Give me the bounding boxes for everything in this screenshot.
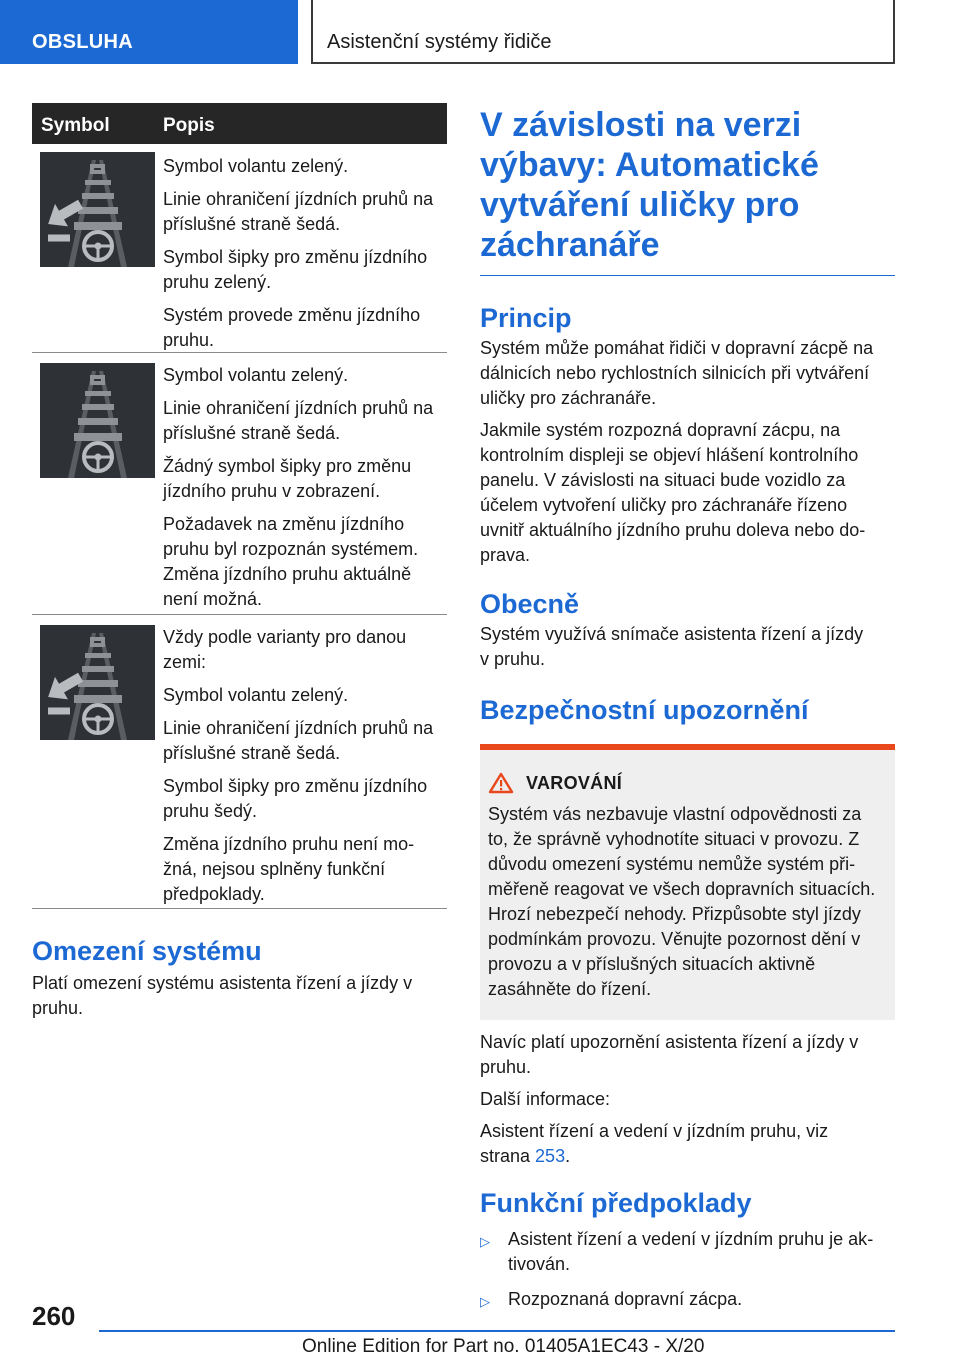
- steering-lane-icon: [40, 363, 155, 478]
- table-row: [32, 144, 447, 353]
- warning-triangle-icon: [488, 772, 514, 794]
- general-title: Obecně: [480, 589, 580, 619]
- right-column: [480, 105, 895, 1324]
- reference-text: Asistent řízení a vedení v jízdním pruhu, viz strana: [480, 1121, 829, 1166]
- limits-text: Platí omezení systému asistenta řízení a jízdy v pruhu.: [32, 973, 413, 1018]
- description-line: Linie ohraničení jízdních pruhů na příslušné straně šedá.: [163, 189, 434, 234]
- description-line: Symbol šipky pro změnu jízdního pruhu šedý.: [163, 776, 428, 821]
- table-row: [32, 353, 447, 615]
- prereq-title: Funkční předpoklady: [480, 1188, 752, 1218]
- column-header-symbol: Symbol: [41, 115, 110, 136]
- after-warning-text: Navíc platí upozornění asistenta řízení a jízdy v pruhu.: [480, 1032, 859, 1077]
- description-line: Symbol volantu zelený.: [163, 685, 349, 705]
- page-header: [0, 0, 960, 66]
- table-header: [32, 103, 447, 144]
- prereq-list: [480, 1227, 895, 1314]
- list-item-text: Rozpoznaná dopravní zácpa.: [508, 1289, 743, 1309]
- steering-lane-change-left-icon: [40, 625, 155, 740]
- footer-edition: Online Edition for Part no. 01405A1EC43 - X/20: [302, 1336, 705, 1357]
- description-line: Linie ohraničení jízdních pruhů na příslušné straně šedá.: [163, 398, 434, 443]
- warning-text: Systém vás nezbavuje vlastní odpovědnosti za to, že správně vyhodnotíte situaci v provozu. Z důvodu omezení systému nemůže systém přiměřeně reagovat ve všech dopravních situacích. Hrozí nebezpečí nehody. Přizpůsobte styl jízdy podmínkám provozu. Věnujte pozornost dění v provozu a v příslušných situacích aktivně zasáhněte do řízení.: [488, 804, 876, 999]
- bullet-triangle-icon: ▷: [480, 1234, 490, 1249]
- description-line: Žádný symbol šipky pro změnu jízdního pruhu v zobrazení.: [163, 456, 412, 501]
- limits-section: [32, 935, 447, 1021]
- reference-end: .: [565, 1146, 571, 1166]
- warning-header: [488, 772, 885, 794]
- principle-paragraph: Systém může pomáhat řidiči v dopravní zácpě na dálnicích nebo rychlostních silnicích při vytváření uličky pro záchranáře.: [480, 338, 874, 408]
- page-reference-link[interactable]: 253: [535, 1146, 566, 1166]
- description-line: Symbol volantu zelený.: [163, 365, 349, 385]
- column-header-description: Popis: [163, 115, 215, 136]
- section-label: OBSLUHA: [32, 31, 133, 53]
- chapter-label: Asistenční systémy řidiče: [327, 31, 552, 53]
- list-item: [480, 1287, 895, 1314]
- description-line: Linie ohraničení jízdních pruhů na příslušné straně šedá.: [163, 718, 434, 763]
- table-row: [32, 615, 447, 909]
- principle-paragraph: Jakmile systém rozpozná dopravní zácpu, na kontrolním displeji se objeví hlášení kontrolního panelu. V závislosti na situaci bude vozidlo za účelem vytvoření uličky pro záchranáře řízeno uvnitř aktuálního jízdního pruhu doleva nebo doprava.: [480, 420, 866, 565]
- limits-title: Omezení systému: [32, 936, 262, 966]
- list-item-text: Asistent řízení a vedení v jízdním pruhu je aktivován.: [508, 1229, 874, 1274]
- symbol-table: [32, 103, 447, 1021]
- description-line: Symbol šipky pro změnu jízdního pruhu zelený.: [163, 247, 428, 292]
- page-number: 260: [32, 1301, 76, 1331]
- warning-box: [480, 744, 895, 1020]
- reference-paragraph: [480, 1119, 895, 1169]
- bullet-triangle-icon: ▷: [480, 1294, 490, 1309]
- description-line: Symbol volantu zelený.: [163, 156, 349, 176]
- section-tab: [0, 0, 298, 64]
- section-title: V závislosti na verzi výbavy: Automatické vytváření uličky pro záchranáře: [480, 105, 895, 276]
- principle-title: Princip: [480, 303, 572, 333]
- description-line: Požadavek na změnu jízdního pruhu byl rozpoznán systémem. Změna jízdního pruhu aktuálně není možná.: [163, 514, 419, 609]
- description-line: Systém provede změnu jízdního pruhu.: [163, 305, 421, 350]
- description-line: Změna jízdního pruhu není možná, nejsou splněny funkční předpoklady.: [163, 834, 415, 904]
- safety-title: Bezpečnostní upozornění: [480, 695, 809, 725]
- warning-label: VAROVÁNÍ: [526, 772, 623, 793]
- chapter-tab: [311, 0, 895, 64]
- steering-lane-change-left-icon: [40, 152, 155, 267]
- footer-divider: [99, 1330, 895, 1332]
- description-line: Vždy podle varianty pro danou zemi:: [163, 627, 407, 672]
- more-info-label: Další informace:: [480, 1089, 611, 1109]
- general-text: Systém využívá snímače asistenta řízení a jízdy v pruhu.: [480, 624, 864, 669]
- list-item: [480, 1227, 895, 1277]
